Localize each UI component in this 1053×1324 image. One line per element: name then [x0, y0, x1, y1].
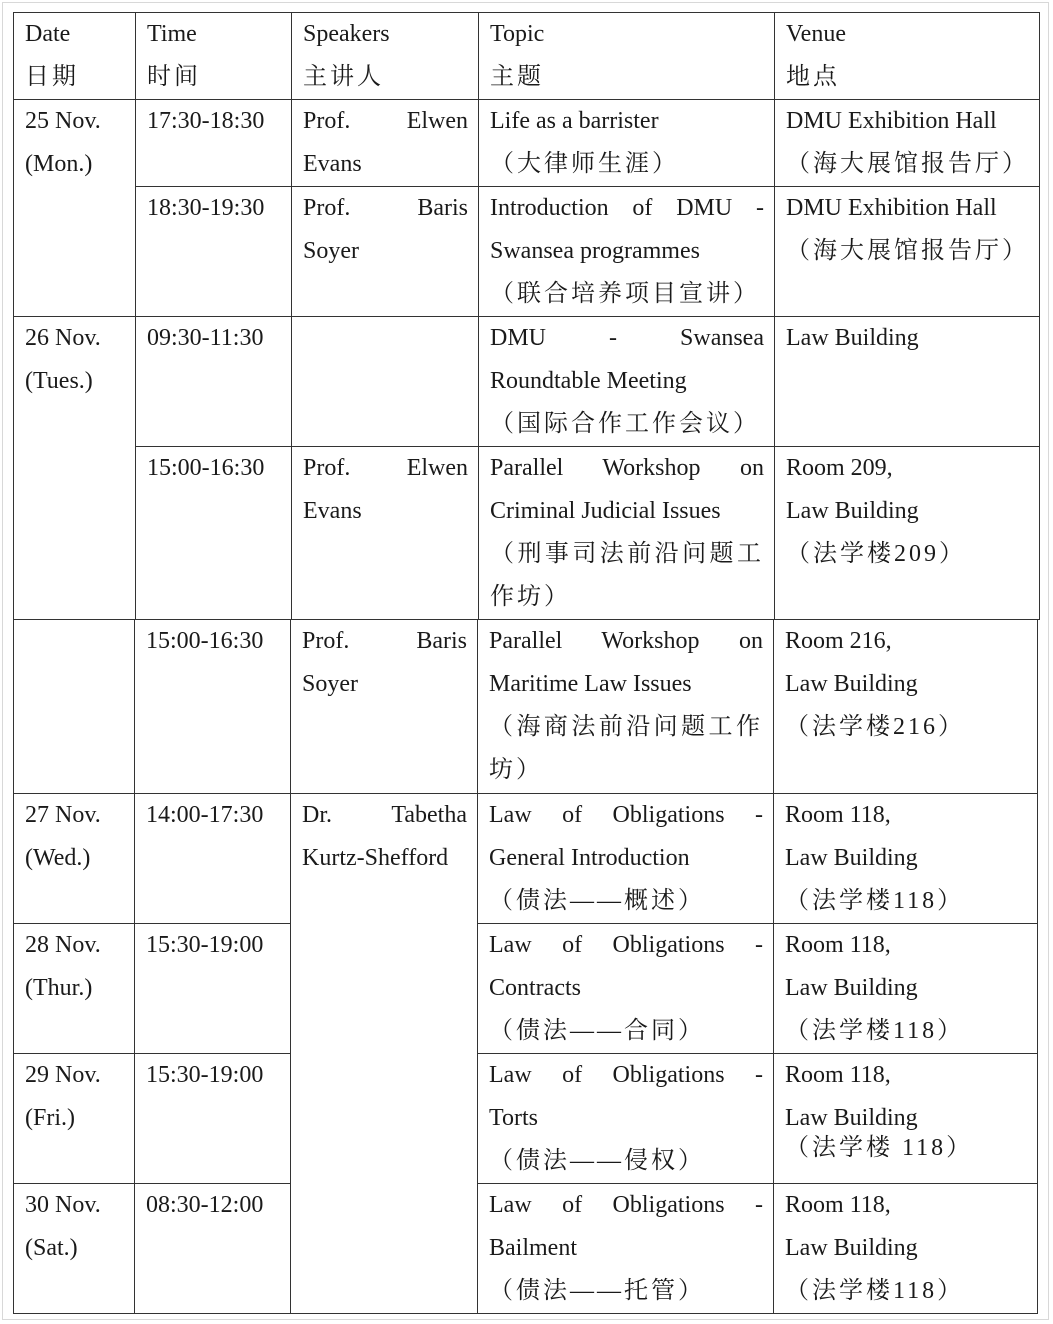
topic-cell: Law of Obligations - General Introduction （债法——概述） [478, 794, 774, 924]
time-cell: 08:30-12:00 [135, 1184, 291, 1314]
topic-cell: Law of Obligations - Contracts （债法——合同） [478, 924, 774, 1054]
time-cell: 09:30-11:30 [136, 317, 292, 447]
topic-cell: DMU - Swansea Roundtable Meeting （国际合作工作会议） [479, 317, 775, 447]
topic-cell: Parallel Workshop on Criminal Judicial Issues （刑事司法前沿问题工 作坊） [479, 447, 775, 620]
time-cell: 18:30-19:30 [136, 187, 292, 317]
header-speakers: Speakers 主讲人 [292, 13, 479, 100]
venue-cell: Room 216, Law Building （法学楼216） [774, 620, 1038, 794]
table-row [14, 100, 1040, 187]
venue-cell: Room 118, Law Building （法学楼118） [774, 794, 1038, 924]
speaker-cell: Prof. Baris Soyer [291, 620, 478, 794]
table-row [14, 924, 1038, 1054]
speaker-cell: Dr. Tabetha Kurtz-Shefford [291, 794, 478, 1314]
venue-cell: Room 209, Law Building （法学楼209） [775, 447, 1040, 620]
topic-cell: Law of Obligations - Torts （债法——侵权） [478, 1054, 774, 1184]
date-cell: 27 Nov. (Wed.) [14, 794, 135, 924]
schedule-table-part-2 [13, 619, 1038, 1314]
table-row [14, 317, 1040, 447]
date-cell: 28 Nov. (Thur.) [14, 924, 135, 1054]
header-venue: Venue 地点 [775, 13, 1040, 100]
date-cell: 25 Nov. (Mon.) [14, 100, 136, 317]
venue-cell: DMU Exhibition Hall （海大展馆报告厅） [775, 187, 1040, 317]
table-row [14, 447, 1040, 620]
venue-cell: Room 118, Law Building （法学楼118） [774, 1184, 1038, 1314]
table-row [14, 620, 1038, 794]
time-cell: 14:00-17:30 [135, 794, 291, 924]
date-cell: 26 Nov. (Tues.) [14, 317, 136, 620]
date-cell: 29 Nov. (Fri.) [14, 1054, 135, 1184]
time-cell: 15:00-16:30 [135, 620, 291, 794]
topic-cell: Law of Obligations - Bailment （债法——托管） [478, 1184, 774, 1314]
table-row [14, 1054, 1038, 1184]
header-topic: Topic 主题 [479, 13, 775, 100]
table-header-row [14, 13, 1040, 100]
venue-cell: Law Building [775, 317, 1040, 447]
header-date: Date 日期 [14, 13, 136, 100]
topic-cell: Introduction of DMU - Swansea programmes （联合培养项目宣讲） [479, 187, 775, 317]
header-time: Time 时间 [136, 13, 292, 100]
speaker-cell: Prof. Elwen Evans [292, 100, 479, 187]
topic-cell: Parallel Workshop on Maritime Law Issues （海商法前沿问题工作 坊） [478, 620, 774, 794]
schedule-table-part-1 [13, 12, 1040, 620]
speaker-cell: Prof. Elwen Evans [292, 447, 479, 620]
topic-cell: Life as a barrister （大律师生涯） [479, 100, 775, 187]
date-cell: 30 Nov. (Sat.) [14, 1184, 135, 1314]
time-cell: 15:30-19:00 [135, 924, 291, 1054]
table-row [14, 1184, 1038, 1314]
speaker-cell [292, 317, 479, 447]
venue-cell: Room 118, Law Building （法学楼118） [774, 924, 1038, 1054]
date-cell [14, 620, 135, 794]
venue-cell: DMU Exhibition Hall （海大展馆报告厅） [775, 100, 1040, 187]
table-row [14, 794, 1038, 924]
speaker-cell: Prof. Baris Soyer [292, 187, 479, 317]
time-cell: 15:00-16:30 [136, 447, 292, 620]
time-cell: 15:30-19:00 [135, 1054, 291, 1184]
table-row [14, 187, 1040, 317]
venue-cell: Room 118, Law Building （法学楼 118） [774, 1054, 1038, 1184]
time-cell: 17:30-18:30 [136, 100, 292, 187]
